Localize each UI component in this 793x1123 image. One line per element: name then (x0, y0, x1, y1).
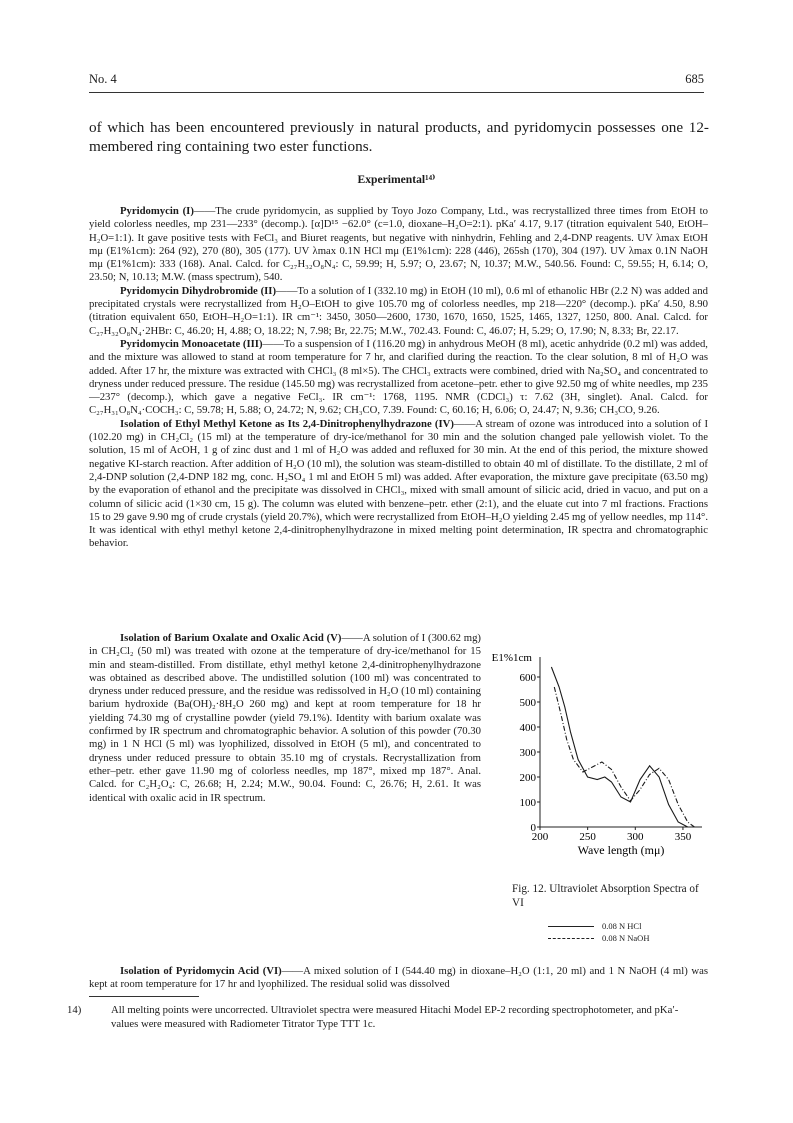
paragraph-title: Pyridomycin (I) (120, 205, 194, 217)
paragraph (89, 338, 708, 418)
wrapped-body (89, 632, 481, 805)
x-axis-label: Wave length (mμ) (577, 843, 665, 857)
y-axis-label: E1%1cm (492, 652, 532, 664)
paragraph-title: Pyridomycin Monoacetate (III) (120, 337, 263, 350)
x-tick-label: 250 (579, 831, 596, 843)
paragraph-text: ——A stream of ozone was introduced into a solution of I (102.20 mg) in CH₂Cl₂ (15 ml) at the temperature of dry-ice/methanol for 30 min and the solution changed pale yellowish violet. To the solution, 15 ml of AcOH, 1 g of zinc dust and 1 ml of H₂O was added and refluxed for 30 min. At the end of this period, the mixture showed negative KI-starch reaction. After addition of H₂O (10 ml), the solution was steam-distilled to obtain 40 ml of distillate. To the distillate, 2 ml of 2,4-DNP solution (2,4-DNP 182 mg, conc. H₂SO₄ 1 ml and EtOH 5 ml) was added. After evaporation, the mixture gave precipitate (63.50 mg) by the evaporation of ethanol and the precipitate was dissolved in CHCl₃, mixed with small amount of silicic acid, dried in vacuo, and put on a column of silicic acid (1×30 cm, 15 g). The column was eluted with benzene–petr. ether (2:1), and the eluate cut into 7 ml fractions. Fractions 15 to 29 gave 9.90 mg of crude crystals (yield 20.7%), which were recrystallized from EtOH–H₂O yielding 2.45 mg of yellow needles, mp 114°. It was identical with ethyl methyl ketone 2,4-dinitrophenylhydrazone in mixed melting point determination, IR spectra and chromatographic behavior. (89, 417, 708, 550)
paragraph-text: ——A solution of I (300.62 mg) in CH₂Cl₂ (50 ml) was treated with ozone at the temperature of dry-ice/methanol for 15 min and steam-distilled. From distillate, ethyl methyl ketone 2,4-dinitrophenylhydrazone was obtained as described above. The undistilled solution (100 ml) was concentrated to dryness under reduced pressure, and the residue was redissolved in H₂O (10 ml) containing barium hydroxide (Ba(OH)₂·8H₂O 260 mg) and kept at room temperature for 18 hr yielding 74.30 mg of crystalline powder (yield 79.1%). Identity with barium oxalate was confirmed by IR spectrum and chromatographic behavior. A solution of this powder (70.30 mg) in 1 N HCl (5 ml) was lyophilized, dissolved in EtOH (5 ml), and concentrated to dryness under reduced pressure to obtain 35.10 mg of crystals. Recrystallization from ether–petr. ether gave 11.90 mg of colorless needles, mp 187°, mixed mp 187°. Anal. Calcd. for C₂H₂O₄: C, 26.68; H, 2.24; M.W., 90.04. Found: C, 26.76; H, 2.61. It was identical with oxalic acid in IR spectrum. (89, 632, 481, 804)
running-header (89, 72, 704, 88)
paragraph (89, 418, 708, 551)
uv-spectrum-chart (492, 645, 712, 880)
paragraph-title: Pyridomycin Dihydrobromide (II) (120, 284, 276, 297)
legend-label: 0.08 N HCl (602, 921, 642, 931)
section-heading: Experimental¹⁴⁾ (357, 173, 436, 186)
paragraph-text: ——A mixed solution of I (544.40 mg) in dioxane–H₂O (1:1, 20 ml) and 1 N NaOH (4 ml) was kept at room temperature for 17 hr and lyophilized. The residual solid was dissolved (89, 965, 708, 991)
paragraph (89, 965, 708, 992)
paragraph (89, 632, 481, 805)
paragraph (89, 205, 708, 285)
legend-item (548, 932, 649, 944)
y-tick-label: 400 (519, 722, 536, 734)
figure-legend (548, 920, 649, 944)
page-number: 685 (685, 72, 704, 86)
trailing-body (89, 965, 708, 992)
y-tick-label: 100 (519, 797, 536, 809)
paragraph (89, 285, 708, 338)
paragraph-title: Isolation of Ethyl Methyl Ketone as Its 2,4-Dinitrophenylhydrazone (IV) (120, 417, 454, 430)
y-tick-label: 300 (519, 747, 536, 759)
hcl-series-line (551, 667, 687, 827)
y-tick-label: 0 (530, 822, 536, 834)
x-tick-label: 200 (531, 831, 549, 843)
intro-paragraph: of which has been encountered previously in natural products, and pyridomycin possesses one 12-membered ring containing two ester functions. (89, 119, 709, 155)
legend-label: 0.08 N NaOH (602, 933, 650, 943)
paragraph-text: ——To a suspension of I (116.20 mg) in anhydrous MeOH (8 ml), acetic anhydride (0.2 ml) was added, and the mixture was allowed to stand at room temperature for 7 hr, and clarified during the reaction. To the clear solution, 8 ml of H₂O was added. After 17 hr, the mixture was extracted with CHCl₃ (8 ml×5). The CHCl₃ extracts were combined, dried with Na₂SO₄ and concentrated to dryness under reduced pressure. The residue (145.50 mg) was recrystallized from acetone–petr. ether to give 92.50 mg of white needles, mp 235—237° (decomp.), which gave a negative FeCl₃. IR cm⁻¹: 1768, 1195. NMR (CDCl₃) τ: 7.62 (3H, singlet). Anal. Calcd. for C₂₇H₃₁O₈N₄·COCH₃: C, 59.78; H, 5.88; O, 24.72; N, 9.62; CH₃CO, 7.39. Found: C, 60.16; H, 6.06; O, 24.47; N, 9.36; CH₃CO, 9.26. (89, 337, 708, 417)
experimental-body (89, 205, 708, 551)
footnote-rule (89, 996, 199, 997)
y-tick-label: 600 (519, 672, 536, 684)
paragraph-text: ——The crude pyridomycin, as supplied by Toyo Jozo Company, Ltd., was recrystallized three times from EtOH to yield colorless needles, mp 231—233° (decomp.). [α]D¹⁵ −62.0° (c=1.0, dioxane–H₂O=2:1). pKa′ 4.17, 9.17 (titration equivalent 540, EtOH–H₂O=1:1). It gave positive tests with FeCl₃ and Biuret reagents, but negative with ninhydrin, Fehling and 2,4-DNP reagents. UV λmax EtOH mμ (E1%1cm): 264 (92), 270 (80), 305 (177). UV λmax 0.1N HCl mμ (E1%1cm): 228 (446), 265sh (170), 304 (197). UV λmax 0.1N NaOH mμ (E1%1cm): 333 (168). Anal. Calcd. for C₂₇H₃₂O₈N₄: C, 59.99; H, 5.97; O, 23.67; N, 10.37; M.W., 540.56. Found: C, 59.55; H, 6.14; O, 23.50; N, 10.13; M.W. (mass spectrum), 540. (89, 205, 708, 284)
footnote (67, 1004, 708, 1031)
header-rule (89, 92, 704, 93)
legend-solid-line (548, 926, 594, 927)
y-tick-label: 200 (519, 772, 536, 784)
paragraph-title: Isolation of Pyridomycin Acid (VI) (120, 965, 282, 977)
paragraph-title: Isolation of Barium Oxalate and Oxalic Acid (V) (120, 632, 342, 644)
issue-number: No. 4 (89, 72, 117, 86)
footnote-number: 14) (67, 1004, 82, 1016)
naoh-series-line (554, 687, 694, 827)
legend-item (548, 920, 649, 932)
x-tick-label: 300 (627, 831, 644, 843)
legend-dashed-line (548, 938, 594, 939)
figure-caption: Fig. 12. Ultraviolet Absorption Spectra of VI (512, 883, 699, 909)
paragraph-text: ——To a solution of I (332.10 mg) in EtOH (10 ml), 0.6 ml of ethanolic HBr (2.2 N) was added and precipitated crystals were recrystallized from H₂O–EtOH to give 105.70 mg of colorless needles, mp 218—220° (decomp.). pKa′ 4.50, 8.90 (titration equivalent 650, EtOH–H₂O=1:1). IR cm⁻¹: 3450, 3050—2600, 1730, 1670, 1650, 1525, 1465, 1327, 1250, 800. Anal. Calcd. for C₂₇H₃₂O₈N₄·2HBr: C, 46.20; H, 4.88; O, 18.22; N, 7.98; Br, 22.75; M.W., 702.43. Found: C, 46.07; H, 5.29; O, 17.90; N, 8.33; Br, 22.17. (89, 284, 708, 337)
y-tick-label: 500 (519, 697, 536, 709)
footnote-text: All melting points were uncorrected. Ultraviolet spectra were measured Hitachi Model EP-2 recording spectrophotometer, and pKa′- values were measured with Radiometer Titrator Type TTT 1c. (111, 1004, 679, 1030)
x-tick-label: 350 (674, 831, 692, 843)
